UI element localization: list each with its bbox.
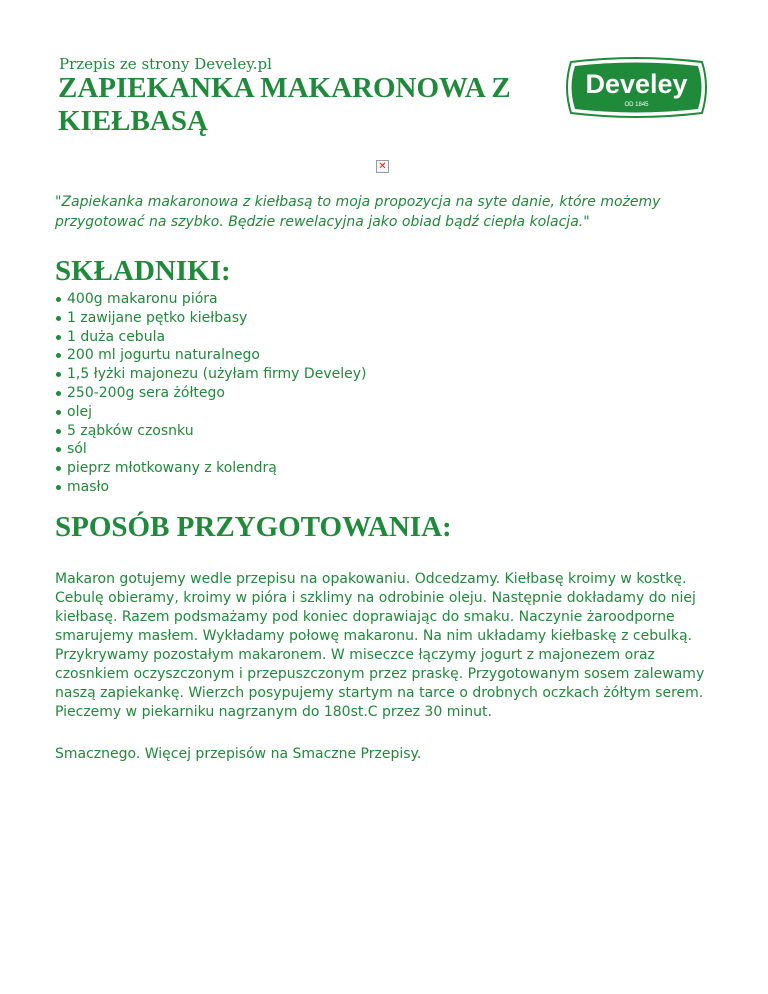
logo-wordmark: Develey — [585, 69, 688, 99]
ingredient-text: pieprz młotkowany z kolendrą — [67, 460, 277, 477]
ingredients-heading: SKŁADNIKI: — [55, 255, 231, 287]
ingredient-item — [55, 422, 366, 441]
closing-text: Smacznego. Więcej przepisów na Smaczne Przepisy. — [55, 746, 422, 762]
ingredient-item — [55, 309, 366, 328]
ingredient-item — [55, 459, 366, 478]
source-line: Przepis ze strony Develey.pl — [59, 55, 272, 73]
ingredient-text: masło — [67, 478, 110, 495]
ingredient-text: 400g makaronu pióra — [67, 291, 218, 307]
bullet-icon — [56, 335, 61, 340]
ingredient-text: 5 ząbków czosnku — [67, 422, 194, 439]
method-heading: SPOSÓB PRZYGOTOWANIA: — [55, 511, 452, 543]
bullet-icon — [56, 391, 61, 396]
ingredients-list — [55, 290, 366, 497]
ingredient-item — [55, 328, 366, 347]
ingredient-text: 200 ml jogurtu naturalnego — [67, 347, 260, 364]
ingredient-item — [55, 365, 366, 384]
ingredient-text: sól — [67, 441, 87, 458]
develey-logo — [563, 56, 710, 119]
logo-since: OD 1845 — [624, 102, 649, 108]
ingredient-text: 1,5 łyżki majonezu (użyłam firmy Develey) — [67, 366, 367, 383]
ingredient-text: 1 zawijane pętko kiełbasy — [67, 309, 248, 326]
ingredient-item — [55, 478, 366, 497]
ingredient-item — [55, 346, 366, 365]
bullet-icon — [56, 353, 61, 358]
ingredient-text: 1 duża cebula — [67, 328, 166, 345]
bullet-icon — [56, 485, 61, 490]
broken-image-icon: ✕ — [376, 160, 389, 173]
recipe-intro: "Zapiekanka makaronowa z kiełbasą to moja propozycja na syte danie, które możemy przygotować na szybko. Będzie rewelacyjna jako obiad bądź ciepła kolacja." — [55, 194, 661, 230]
bullet-icon — [56, 410, 61, 415]
ingredient-item — [55, 440, 366, 459]
ingredient-item — [55, 384, 366, 403]
page-title: ZAPIEKANKA MAKARONOWA Z KIEŁBASĄ — [58, 72, 511, 137]
bullet-icon — [56, 372, 61, 377]
ingredient-item — [55, 290, 366, 309]
bullet-icon — [56, 316, 61, 321]
ingredient-item — [55, 403, 366, 422]
bullet-icon — [56, 297, 61, 302]
ingredient-text: 250-200g sera żółtego — [67, 384, 225, 401]
ingredient-text: olej — [67, 403, 92, 420]
bullet-icon — [56, 447, 61, 452]
bullet-icon — [56, 466, 61, 471]
bullet-icon — [56, 429, 61, 434]
method-text: Makaron gotujemy wedle przepisu na opakowaniu. Odcedzamy. Kiełbasę kroimy w kostkę. Cebulę obieramy, kroimy w pióra i szklimy na odrobinie oleju. Następnie dokładamy do niej kiełbasę. Razem podsmażamy pod koniec doprawiając do smaku. Naczynie żaroodporne smarujemy masłem. Wykładamy połowę makaronu. Na nim układamy kiełbaskę z cebulką. Przykrywamy pozostałym makaronem. W miseczce łączymy jogurt z majonezem oraz czosnkiem oczyszczonym i przepuszczonym przez praskę. Przygotowanym sosem zalewamy naszą zapiekankę. Wierzch posypujemy startym na tarce o drobnych oczkach żółtym serem. Pieczemy w piekarniku nagrzanym do 180st.C przez 30 minut. — [55, 571, 705, 720]
